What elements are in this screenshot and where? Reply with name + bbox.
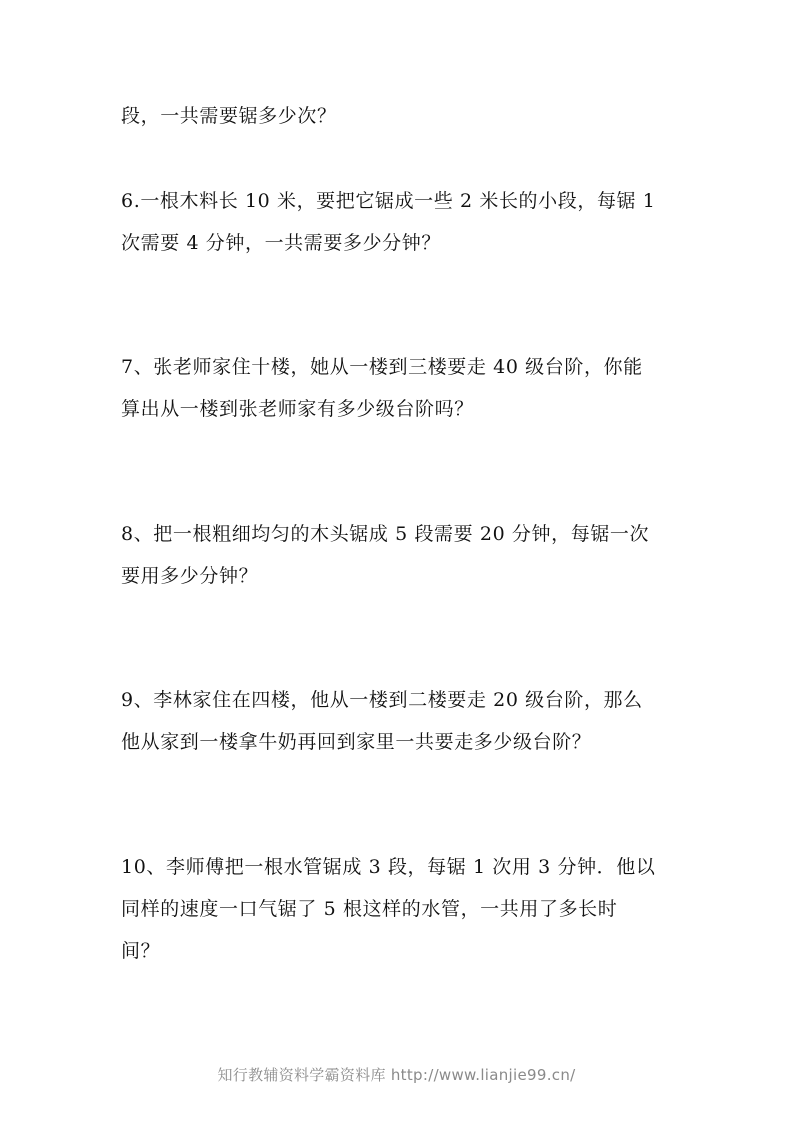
question-10-line-1: 10、李师傅把一根水管锯成 3 段，每锯 1 次用 3 分钟．他以: [121, 856, 656, 878]
question-8-line-2: 要用多少分钟？: [121, 565, 259, 587]
question-7-line-1: 7、张老师家住十楼，她从一楼到三楼要走 40 级台阶，你能: [121, 356, 643, 378]
continuation-line: 段，一共需要锯多少次？: [121, 105, 337, 127]
question-10-line-2: 同样的速度一口气锯了 5 根这样的水管，一共用了多长时: [121, 898, 618, 920]
question-9-line-2: 他从家到一楼拿牛奶再回到家里一共要走多少级台阶？: [121, 731, 592, 753]
question-6-line-2: 次需要 4 分钟，一共需要多少分钟？: [121, 232, 441, 254]
question-10-line-3: 间？: [121, 940, 161, 962]
footer-watermark: 知行教辅资料学霸资料库 http://www.lianjie99.cn/: [217, 1066, 576, 1084]
question-6-line-1: 6.一根木料长 10 米，要把它锯成一些 2 米长的小段，每锯 1: [121, 190, 656, 212]
question-9-line-1: 9、李林家住在四楼，他从一楼到二楼要走 20 级台阶，那么: [121, 689, 643, 711]
question-8-line-1: 8、把一根粗细均匀的木头锯成 5 段需要 20 分钟，每锯一次: [121, 523, 650, 545]
question-7-line-2: 算出从一楼到张老师家有多少级台阶吗？: [121, 398, 474, 420]
